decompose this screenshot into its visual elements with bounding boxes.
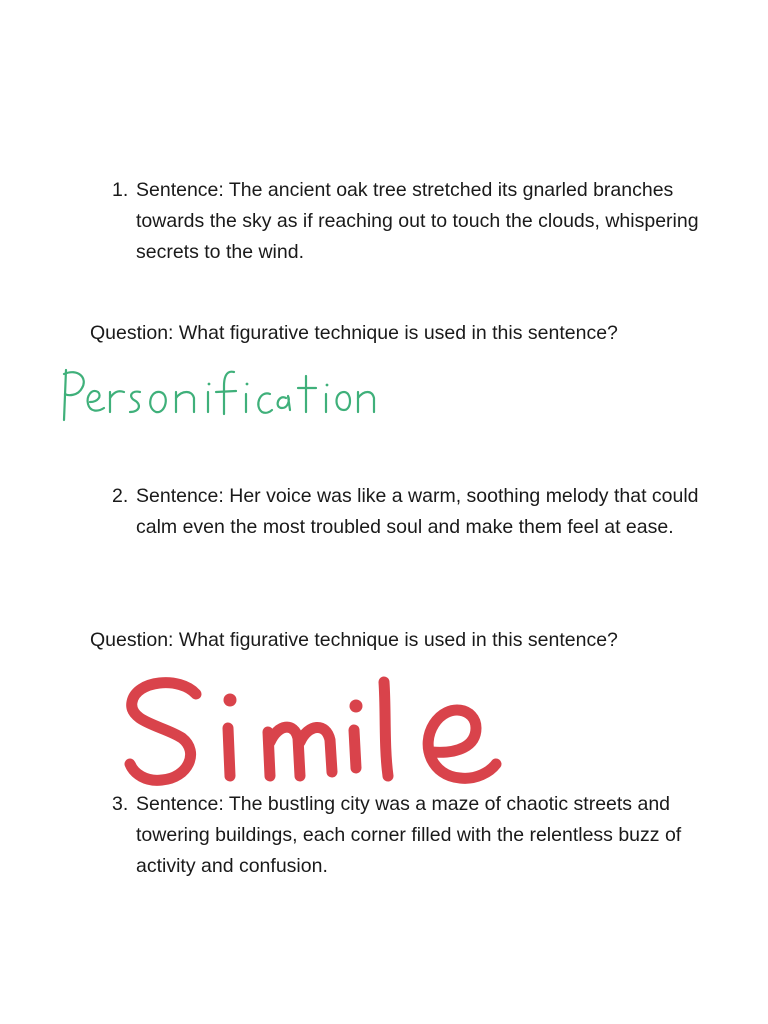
item-number: 3. — [112, 793, 129, 815]
question-1: Question: What figurative technique is used in this sentence? — [90, 322, 618, 344]
sentence-item-3 — [112, 789, 712, 882]
handwritten-answer-personification — [58, 364, 378, 428]
sentence-item-2 — [112, 481, 712, 543]
sentence-text: Sentence: The ancient oak tree stretched its gnarled branches towards the sky as if reaching out to touch the clouds, whispering secrets to the wind. — [136, 179, 699, 263]
sentence-text: Sentence: The bustling city was a maze of chaotic streets and towering buildings, each corner filled with the relentless buzz of activity and confusion. — [136, 793, 682, 877]
sentence-text: Sentence: Her voice was like a warm, soothing melody that could calm even the most troubled soul and make them feel at ease. — [136, 485, 699, 538]
handwritten-answer-simile — [118, 668, 558, 790]
item-number: 1. — [112, 179, 129, 201]
question-2: Question: What figurative technique is used in this sentence? — [90, 629, 618, 651]
sentence-item-1 — [112, 175, 712, 268]
item-number: 2. — [112, 485, 129, 507]
